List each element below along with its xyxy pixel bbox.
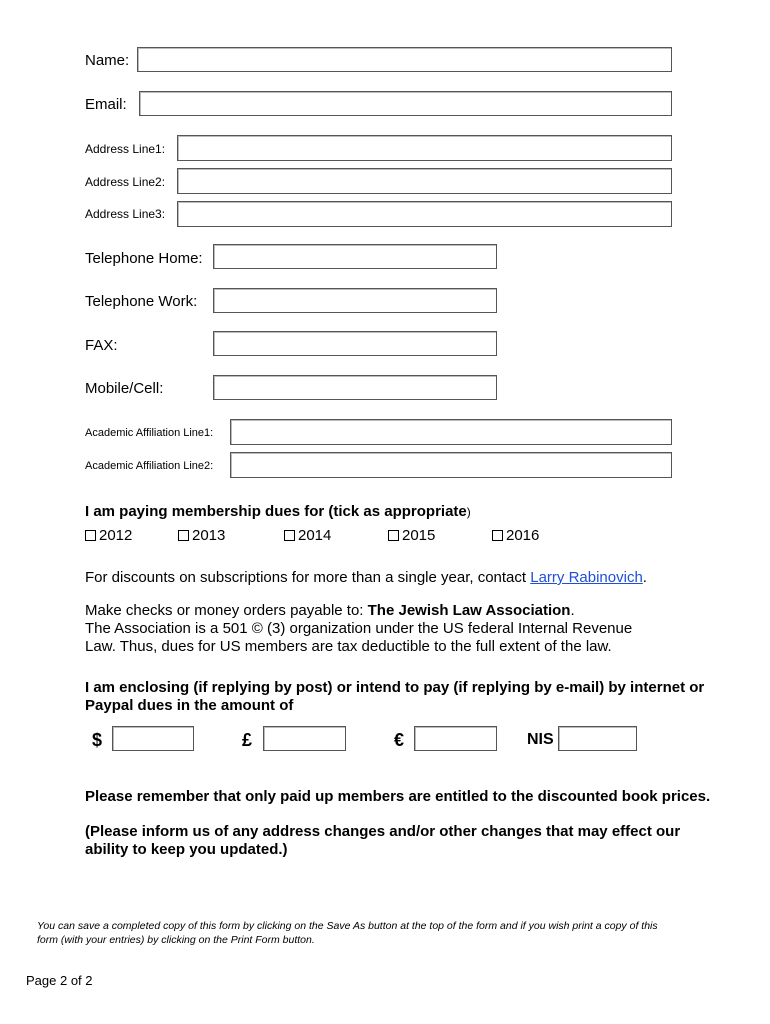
mobile-label: Mobile/Cell:	[85, 380, 164, 397]
checkbox-box[interactable]	[178, 530, 189, 541]
inform-line1: (Please inform us of any address changes and/or other changes that may effect our	[85, 823, 681, 840]
footnote-line2: form (with your entries) by clicking on the Print Form button.	[37, 934, 315, 946]
fax-label: FAX:	[85, 337, 118, 354]
euro-symbol: €	[394, 730, 405, 750]
fax-input[interactable]	[213, 331, 497, 356]
dues-heading	[85, 504, 471, 519]
checkbox-2012[interactable]	[85, 527, 132, 544]
name-label: Name:	[85, 52, 130, 69]
checkbox-2015[interactable]	[388, 527, 435, 544]
affiliation-line1-input[interactable]	[230, 419, 672, 445]
year-label: 2014	[298, 527, 332, 544]
name-input[interactable]	[137, 47, 672, 72]
discount-text-end: .	[642, 569, 647, 586]
footnote-line1: You can save a completed copy of this form by clicking on the Save As button at the top of the form and if you wish print a copy of this	[37, 920, 658, 932]
members-reminder: Please remember that only paid up members are entitled to the discounted book prices.	[85, 788, 711, 805]
euro-amount-input[interactable]	[414, 726, 497, 751]
year-checkbox-row	[0, 527, 770, 545]
telephone-home-label: Telephone Home:	[85, 250, 203, 267]
year-label: 2016	[506, 527, 540, 544]
address-line1-input[interactable]	[177, 135, 672, 161]
inform-line2: ability to keep you updated.)	[85, 841, 288, 858]
checkbox-2016[interactable]	[492, 527, 539, 544]
affiliation-line2-label: Academic Affiliation Line2:	[85, 460, 214, 472]
pound-amount-input[interactable]	[263, 726, 346, 751]
telephone-work-label: Telephone Work:	[85, 293, 198, 310]
enclosing-paragraph	[85, 679, 745, 715]
payable-line3: Law. Thus, dues for US members are tax deductible to the full extent of the law.	[85, 638, 612, 655]
year-label: 2013	[192, 527, 226, 544]
payable-prefix: Make checks or money orders payable to:	[85, 602, 368, 619]
year-label: 2015	[402, 527, 436, 544]
payable-suffix: .	[570, 602, 575, 619]
checkbox-box[interactable]	[85, 530, 96, 541]
dues-heading-paren: )	[466, 505, 471, 519]
inform-paragraph	[85, 823, 745, 859]
checkbox-box[interactable]	[388, 530, 399, 541]
nis-amount-input[interactable]	[558, 726, 637, 751]
page-number: Page 2 of 2	[26, 973, 93, 988]
pound-symbol: £	[242, 730, 253, 750]
address-line3-input[interactable]	[177, 201, 672, 227]
nis-symbol: NIS	[527, 731, 554, 748]
telephone-home-input[interactable]	[213, 244, 497, 269]
discount-text	[85, 569, 647, 587]
email-label: Email:	[85, 96, 127, 113]
address-line1-label: Address Line1:	[85, 142, 166, 156]
affiliation-line2-input[interactable]	[230, 452, 672, 478]
contact-link[interactable]: Larry Rabinovich	[530, 569, 643, 586]
mobile-input[interactable]	[213, 375, 497, 400]
payable-paragraph	[85, 602, 725, 656]
payable-line2: The Association is a 501 © (3) organization under the US federal Internal Revenue	[85, 620, 633, 637]
affiliation-line1-label: Academic Affiliation Line1:	[85, 427, 214, 439]
checkbox-box[interactable]	[492, 530, 503, 541]
enclosing-line1: I am enclosing (if replying by post) or intend to pay (if replying by e-mail) by internet or	[85, 679, 705, 696]
telephone-work-input[interactable]	[213, 288, 497, 313]
year-label: 2012	[99, 527, 133, 544]
payable-line1	[85, 602, 725, 620]
association-name: The Jewish Law Association	[367, 602, 571, 619]
dollar-symbol: $	[92, 730, 103, 750]
checkbox-2014[interactable]	[284, 527, 331, 544]
save-print-footnote	[37, 919, 747, 947]
discount-text-body: For discounts on subscriptions for more than a single year, contact	[85, 569, 531, 586]
email-input[interactable]	[139, 91, 672, 116]
address-line2-label: Address Line2:	[85, 175, 166, 189]
checkbox-2013[interactable]	[178, 527, 225, 544]
address-line3-label: Address Line3:	[85, 207, 166, 221]
dollar-amount-input[interactable]	[112, 726, 194, 751]
checkbox-box[interactable]	[284, 530, 295, 541]
address-line2-input[interactable]	[177, 168, 672, 194]
dues-heading-text: I am paying membership dues for (tick as appropriate	[85, 503, 467, 520]
enclosing-line2: Paypal dues in the amount of	[85, 697, 294, 714]
